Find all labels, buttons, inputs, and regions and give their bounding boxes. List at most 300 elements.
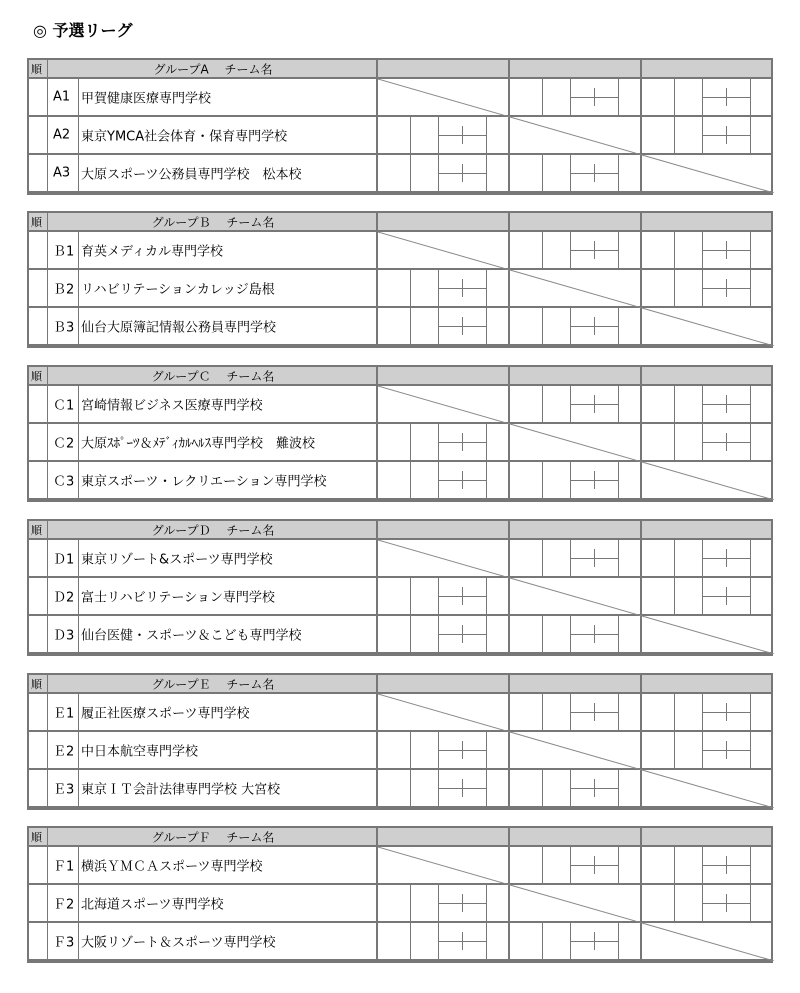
self-match-cell [642, 770, 774, 806]
score-divider [410, 424, 411, 460]
score-divider [542, 923, 543, 959]
score-divider [486, 117, 487, 153]
rank-cell [29, 770, 48, 806]
team-code: A3 [53, 165, 71, 181]
score-divider [702, 903, 750, 904]
team-name: 中日本航空専門学校 [81, 744, 199, 760]
score-divider [542, 694, 543, 730]
team-code-cell [48, 386, 79, 422]
team-code: Ｂ3 [53, 320, 75, 336]
team-name-header-cell [48, 213, 378, 230]
team-name-cell [79, 923, 378, 959]
team-name-cell [79, 847, 378, 883]
team-code-cell [48, 578, 79, 614]
team-name: 横浜ＹＭＣＡスポーツ専門学校 [81, 859, 263, 875]
match-score-cell[interactable] [642, 270, 774, 306]
opponent-header-cell [510, 521, 642, 538]
match-score-cell[interactable] [510, 847, 642, 883]
team-code-cell [48, 540, 79, 576]
team-name: 富士リハビリテーション専門学校 [81, 590, 275, 606]
match-score-cell[interactable] [642, 732, 774, 768]
score-divider [438, 788, 486, 789]
team-code-cell [48, 616, 79, 652]
group-table [27, 826, 773, 963]
self-match-cell [378, 847, 510, 883]
group-header-label: グループA チーム名 [153, 62, 273, 76]
team-code: Ｃ2 [53, 436, 75, 452]
match-score-cell[interactable] [510, 462, 642, 498]
score-divider [702, 97, 750, 98]
team-code: Ｃ3 [53, 474, 75, 490]
score-divider [438, 173, 486, 174]
score-divider [570, 326, 618, 327]
group-header [29, 60, 771, 79]
self-match-cell [642, 155, 774, 191]
rank-header: 順 [31, 677, 42, 691]
group-table [27, 58, 773, 195]
team-name: 仙台大原簿記情報公務員専門学校 [81, 320, 277, 336]
score-divider [618, 616, 619, 652]
score-divider [674, 270, 675, 306]
rank-cell [29, 540, 48, 576]
score-divider [486, 923, 487, 959]
match-score-cell[interactable] [510, 155, 642, 191]
group-header [29, 675, 771, 694]
team-row [29, 424, 771, 462]
team-code: Ｃ1 [53, 398, 75, 414]
self-match-cell [510, 578, 642, 614]
match-score-cell[interactable] [510, 616, 642, 652]
rank-cell [29, 79, 48, 115]
team-row [29, 770, 771, 808]
team-code: Ｅ1 [53, 706, 75, 722]
team-name-header-cell [48, 60, 378, 77]
team-row [29, 578, 771, 616]
match-score-cell[interactable] [642, 694, 774, 730]
match-score-cell[interactable] [510, 232, 642, 268]
score-divider [674, 847, 675, 883]
rank-cell [29, 155, 48, 191]
match-score-cell[interactable] [510, 79, 642, 115]
team-name: 東京YMCA社会体育・保育専門学校 [81, 129, 288, 145]
score-divider [618, 232, 619, 268]
group-header [29, 367, 771, 386]
team-name-cell [79, 79, 378, 115]
team-row [29, 308, 771, 346]
score-divider [542, 770, 543, 806]
team-name: 育英メディカル専門学校 [81, 244, 223, 260]
score-divider [410, 732, 411, 768]
match-score-cell[interactable] [378, 117, 510, 153]
group-header [29, 213, 771, 232]
score-divider [486, 462, 487, 498]
self-match-cell [642, 308, 774, 344]
score-divider [618, 847, 619, 883]
opponent-header-cell [510, 828, 642, 845]
self-match-cell [510, 117, 642, 153]
team-name-cell [79, 117, 378, 153]
team-name-cell [79, 308, 378, 344]
score-divider [750, 424, 751, 460]
score-divider [486, 616, 487, 652]
opponent-header-cell [510, 60, 642, 77]
team-name-header-cell [48, 367, 378, 384]
rank-cell [29, 424, 48, 460]
team-code-cell [48, 923, 79, 959]
team-name: 東京ＩＴ会計法律専門学校 大宮校 [81, 782, 281, 798]
score-divider [410, 270, 411, 306]
team-name-cell [79, 578, 378, 614]
team-code-cell [48, 79, 79, 115]
score-divider [438, 135, 486, 136]
match-score-cell[interactable] [642, 885, 774, 921]
score-divider [410, 923, 411, 959]
score-divider [702, 250, 750, 251]
score-divider [542, 308, 543, 344]
group-header-label: グループＣ チーム名 [151, 369, 275, 383]
opponent-header-cell [378, 675, 510, 692]
opponent-header-cell [510, 213, 642, 230]
score-divider [702, 558, 750, 559]
rank-header-cell [29, 675, 48, 692]
opponent-header-cell [642, 675, 774, 692]
score-divider [486, 424, 487, 460]
group-header-label: グループＢ チーム名 [151, 215, 275, 229]
match-score-cell[interactable] [378, 885, 510, 921]
team-code: Ｅ3 [53, 782, 75, 798]
team-name-header-cell [48, 828, 378, 845]
rank-header-cell [29, 828, 48, 845]
score-divider [486, 270, 487, 306]
score-divider [438, 750, 486, 751]
match-score-cell[interactable] [378, 616, 510, 652]
match-score-cell[interactable] [642, 79, 774, 115]
opponent-header-cell [510, 675, 642, 692]
team-code-cell [48, 732, 79, 768]
team-name: 北海道スポーツ専門学校 [81, 897, 224, 913]
rank-header-cell [29, 213, 48, 230]
group-header-label: グループＥ チーム名 [151, 677, 275, 691]
team-code: Ｅ2 [53, 744, 75, 760]
team-row [29, 232, 771, 270]
match-score-cell[interactable] [510, 923, 642, 959]
score-divider [702, 135, 750, 136]
rank-cell [29, 462, 48, 498]
opponent-header-cell [642, 60, 774, 77]
team-name: 大原スポーツ公務員専門学校 松本校 [81, 167, 302, 183]
score-divider [570, 941, 618, 942]
team-code: Ｄ3 [53, 628, 75, 644]
score-divider [702, 712, 750, 713]
score-divider [486, 732, 487, 768]
match-score-cell[interactable] [378, 770, 510, 806]
team-row [29, 923, 771, 961]
team-row [29, 117, 771, 155]
score-divider [410, 578, 411, 614]
group-header-label: グループＦ チーム名 [151, 830, 275, 844]
match-score-cell[interactable] [378, 923, 510, 959]
team-code-cell [48, 155, 79, 191]
rank-cell [29, 923, 48, 959]
team-code-cell [48, 847, 79, 883]
score-divider [618, 155, 619, 191]
self-match-cell [378, 540, 510, 576]
score-divider [486, 155, 487, 191]
team-row [29, 540, 771, 578]
score-divider [750, 540, 751, 576]
team-code: Ｂ2 [53, 282, 75, 298]
score-divider [542, 616, 543, 652]
score-divider [570, 788, 618, 789]
opponent-header-cell [378, 521, 510, 538]
score-divider [750, 885, 751, 921]
team-code: Ｆ1 [53, 859, 75, 875]
score-divider [570, 634, 618, 635]
rank-cell [29, 732, 48, 768]
team-code: Ｄ2 [53, 590, 75, 606]
team-code-cell [48, 232, 79, 268]
match-score-cell[interactable] [378, 462, 510, 498]
score-divider [438, 903, 486, 904]
rank-cell [29, 885, 48, 921]
team-row [29, 616, 771, 654]
team-name-cell [79, 424, 378, 460]
self-match-cell [378, 694, 510, 730]
team-code-cell [48, 117, 79, 153]
match-score-cell[interactable] [510, 770, 642, 806]
team-code-cell [48, 270, 79, 306]
score-divider [542, 847, 543, 883]
team-code-cell [48, 885, 79, 921]
match-score-cell[interactable] [378, 308, 510, 344]
team-row [29, 462, 771, 500]
group-header [29, 828, 771, 847]
score-divider [750, 694, 751, 730]
team-row [29, 694, 771, 732]
score-divider [570, 97, 618, 98]
match-score-cell[interactable] [510, 540, 642, 576]
rank-header: 順 [31, 830, 42, 844]
score-divider [702, 750, 750, 751]
score-divider [570, 558, 618, 559]
team-name-header-cell [48, 521, 378, 538]
self-match-cell [378, 79, 510, 115]
score-divider [618, 308, 619, 344]
team-name: 東京リゾート&スポーツ専門学校 [81, 552, 273, 568]
match-score-cell[interactable] [642, 540, 774, 576]
score-divider [618, 770, 619, 806]
score-divider [702, 404, 750, 405]
score-divider [750, 270, 751, 306]
score-divider [542, 386, 543, 422]
group-table [27, 211, 773, 348]
score-divider [674, 732, 675, 768]
team-row [29, 386, 771, 424]
team-row [29, 885, 771, 923]
match-score-cell[interactable] [378, 270, 510, 306]
team-name-cell [79, 270, 378, 306]
team-code: Ｂ1 [53, 244, 75, 260]
score-divider [570, 404, 618, 405]
group-header-label: グループＤ チーム名 [151, 523, 275, 537]
score-divider [618, 79, 619, 115]
score-divider [750, 732, 751, 768]
score-divider [618, 923, 619, 959]
score-divider [542, 155, 543, 191]
score-divider [750, 578, 751, 614]
score-divider [674, 694, 675, 730]
score-divider [750, 847, 751, 883]
team-code-cell [48, 770, 79, 806]
score-divider [674, 424, 675, 460]
match-score-cell[interactable] [378, 732, 510, 768]
match-score-cell[interactable] [378, 155, 510, 191]
score-divider [750, 117, 751, 153]
score-divider [542, 462, 543, 498]
opponent-header-cell [378, 367, 510, 384]
team-name-cell [79, 155, 378, 191]
rank-header-cell [29, 521, 48, 538]
team-name-cell [79, 616, 378, 652]
team-code: A2 [53, 127, 71, 143]
score-divider [438, 596, 486, 597]
score-divider [438, 480, 486, 481]
score-divider [438, 326, 486, 327]
team-code-cell [48, 694, 79, 730]
score-divider [570, 250, 618, 251]
rank-cell [29, 270, 48, 306]
team-name: 大原ｽﾎﾟｰﾂ＆ﾒﾃﾞｨｶﾙﾍﾙｽ専門学校 難波校 [81, 436, 316, 452]
team-name-cell [79, 386, 378, 422]
team-row [29, 847, 771, 885]
score-divider [542, 79, 543, 115]
self-match-cell [510, 424, 642, 460]
score-divider [438, 634, 486, 635]
score-divider [438, 941, 486, 942]
team-code: Ｆ3 [53, 935, 75, 951]
match-score-cell[interactable] [642, 424, 774, 460]
opponent-header-cell [642, 521, 774, 538]
self-match-cell [642, 616, 774, 652]
self-match-cell [378, 386, 510, 422]
self-match-cell [378, 232, 510, 268]
team-name-header-cell [48, 675, 378, 692]
team-name-cell [79, 694, 378, 730]
match-score-cell[interactable] [642, 117, 774, 153]
group-header [29, 521, 771, 540]
rank-header-cell [29, 60, 48, 77]
rank-cell [29, 578, 48, 614]
score-divider [618, 386, 619, 422]
rank-header: 順 [31, 523, 42, 537]
score-divider [486, 578, 487, 614]
score-divider [410, 462, 411, 498]
score-divider [486, 885, 487, 921]
team-name-cell [79, 770, 378, 806]
team-code: Ｆ2 [53, 897, 75, 913]
opponent-header-cell [642, 828, 774, 845]
match-score-cell[interactable] [642, 847, 774, 883]
score-divider [674, 232, 675, 268]
score-divider [702, 596, 750, 597]
self-match-cell [642, 462, 774, 498]
team-code-cell [48, 462, 79, 498]
match-score-cell[interactable] [510, 386, 642, 422]
opponent-header-cell [642, 213, 774, 230]
team-name: 甲賀健康医療専門学校 [81, 91, 212, 107]
rank-header: 順 [31, 215, 42, 229]
opponent-header-cell [642, 367, 774, 384]
team-name: 東京スポーツ・レクリエーション専門学校 [81, 474, 327, 490]
self-match-cell [510, 732, 642, 768]
score-divider [570, 865, 618, 866]
team-name-cell [79, 885, 378, 921]
score-divider [618, 462, 619, 498]
team-name-cell [79, 540, 378, 576]
team-code-cell [48, 424, 79, 460]
team-name: 履正社医療スポーツ専門学校 [81, 706, 250, 722]
score-divider [702, 288, 750, 289]
self-match-cell [510, 885, 642, 921]
rank-cell [29, 386, 48, 422]
match-score-cell[interactable] [642, 578, 774, 614]
score-divider [674, 117, 675, 153]
team-name: 大阪リゾート＆スポーツ専門学校 [81, 935, 276, 951]
score-divider [674, 386, 675, 422]
team-row [29, 270, 771, 308]
score-divider [618, 540, 619, 576]
match-score-cell[interactable] [378, 424, 510, 460]
team-row [29, 79, 771, 117]
rank-header: 順 [31, 369, 42, 383]
team-name-cell [79, 232, 378, 268]
rank-cell [29, 232, 48, 268]
score-divider [570, 173, 618, 174]
match-score-cell[interactable] [510, 694, 642, 730]
score-divider [750, 232, 751, 268]
match-score-cell[interactable] [510, 308, 642, 344]
score-divider [618, 694, 619, 730]
rank-cell [29, 616, 48, 652]
self-match-cell [642, 923, 774, 959]
rank-cell [29, 847, 48, 883]
score-divider [570, 480, 618, 481]
score-divider [438, 288, 486, 289]
score-divider [438, 442, 486, 443]
opponent-header-cell [378, 60, 510, 77]
match-score-cell[interactable] [378, 578, 510, 614]
score-divider [674, 540, 675, 576]
score-divider [570, 712, 618, 713]
team-row [29, 155, 771, 193]
score-divider [674, 578, 675, 614]
team-row [29, 732, 771, 770]
score-divider [542, 540, 543, 576]
group-table [27, 519, 773, 656]
score-divider [750, 386, 751, 422]
score-divider [750, 79, 751, 115]
team-code-cell [48, 308, 79, 344]
group-table [27, 673, 773, 810]
score-divider [702, 865, 750, 866]
rank-cell [29, 308, 48, 344]
rank-header: 順 [31, 62, 42, 76]
self-match-cell [510, 270, 642, 306]
page-title: ◎ 予選リーグ [33, 21, 133, 40]
team-name: リハビリテーションカレッジ島根 [81, 282, 275, 298]
match-score-cell[interactable] [642, 386, 774, 422]
match-score-cell[interactable] [642, 232, 774, 268]
